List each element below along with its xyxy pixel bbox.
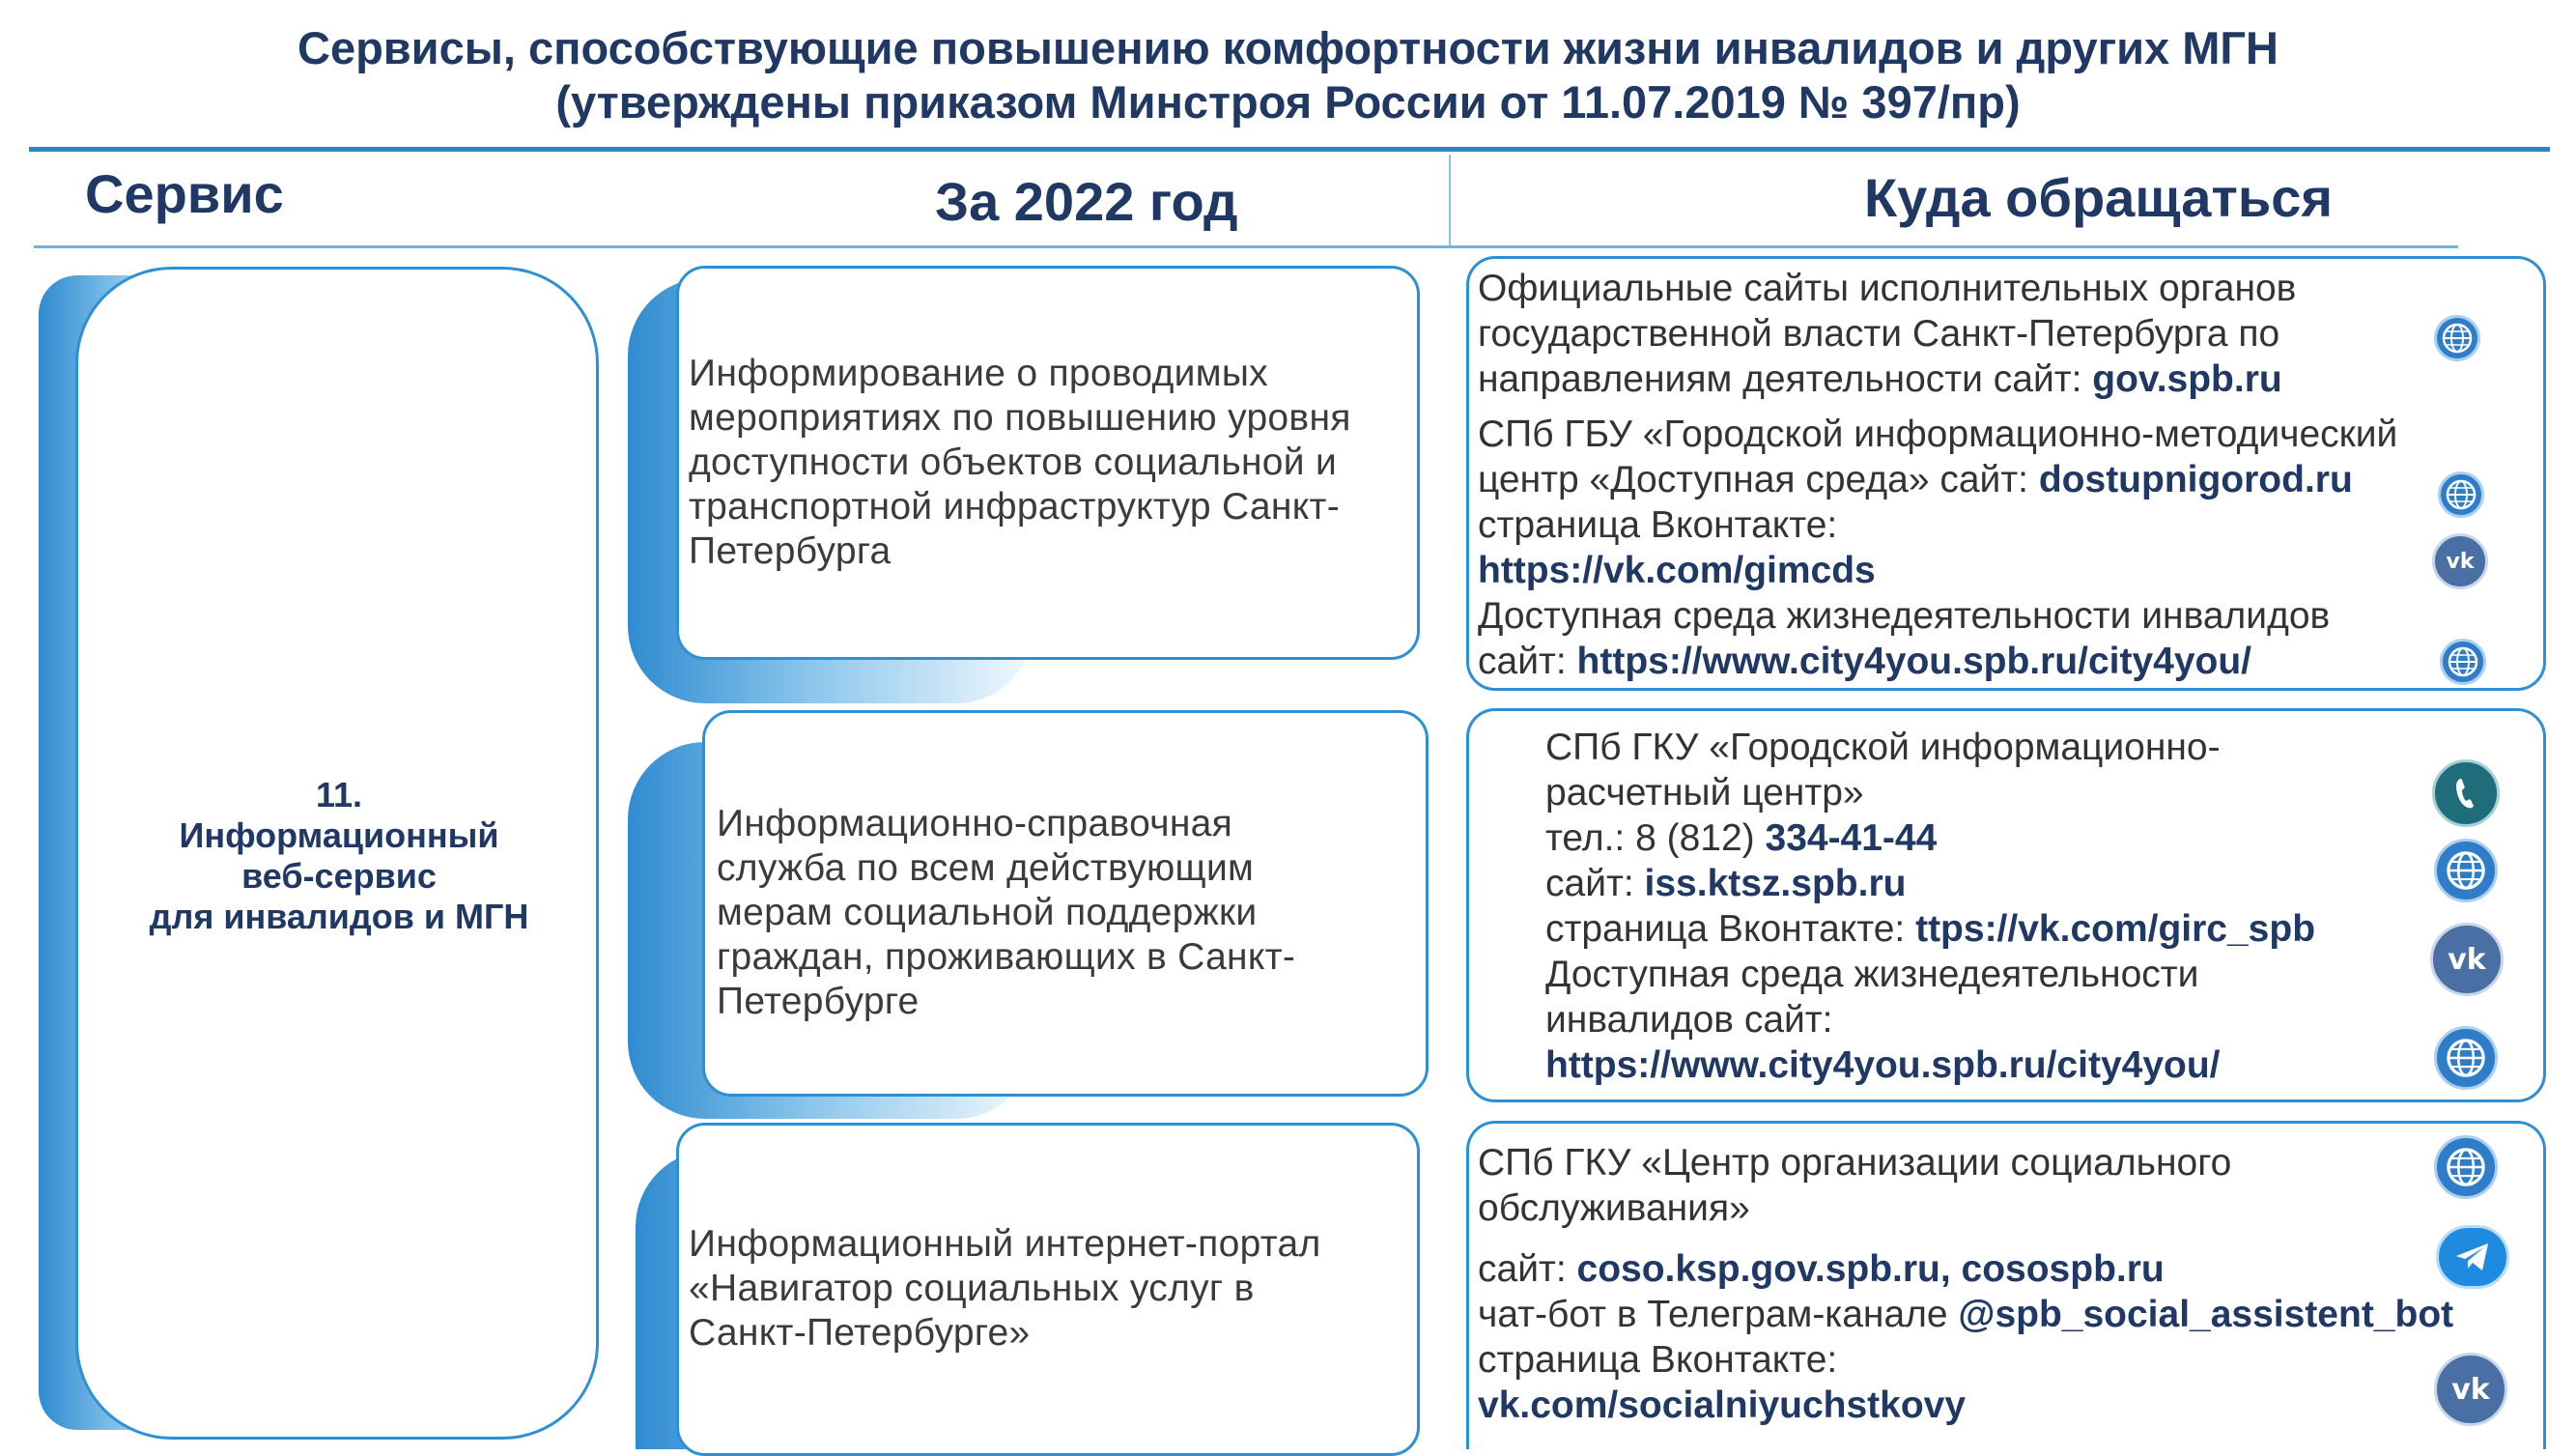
link-vk-gimcds[interactable]: https://vk.com/gimcds <box>1478 550 1876 591</box>
title-line-2: (утверждены приказом Минстроя России от 11.07.2019 № 397/пр) <box>555 76 2021 128</box>
column-header-year: За 2022 год <box>935 171 1238 232</box>
globe-icon[interactable] <box>2434 315 2480 361</box>
item-card-1 <box>676 266 1420 660</box>
contact-line: направлениям деятельности сайт: gov.spb.ru <box>1478 358 2282 400</box>
contact-line: сайт: https://www.city4you.spb.ru/city4you/ <box>1478 641 2252 682</box>
contact-line: инвалидов сайт: <box>1545 999 1833 1041</box>
globe-icon[interactable] <box>2440 639 2486 685</box>
telegram-icon[interactable] <box>2436 1225 2509 1289</box>
title-line-1: Сервисы, способствующие повышению комфортности жизни инвалидов и других МГН <box>297 22 2279 73</box>
item-text-line: транспортной инфраструктур Санкт- <box>689 486 1341 528</box>
service-name-line: веб-сервис <box>241 856 437 896</box>
title-divider <box>29 147 2550 152</box>
item-card-2 <box>702 710 1429 1097</box>
contact-line: государственной власти Санкт-Петербурга по <box>1478 313 2280 355</box>
contact-line: обслуживания» <box>1478 1187 1750 1229</box>
link-vk-girc[interactable]: ttps://vk.com/girc_spb <box>1915 908 2316 950</box>
item-text-line: мероприятиях по повышению уровня <box>689 397 1351 439</box>
contact-line: страница Вконтакте: <box>1478 1339 1838 1381</box>
item-text-line: «Навигатор социальных услуг в <box>689 1268 1255 1309</box>
contact-line: чат-бот в Телеграм-канале @spb_social_assistent_bot <box>1478 1294 2454 1335</box>
service-card <box>75 267 599 1440</box>
link-coso[interactable]: coso.ksp.gov.spb.ru, cosospb.ru <box>1576 1248 2165 1290</box>
contact-line: тел.: 8 (812) 334-41-44 <box>1545 817 1938 859</box>
service-title <box>146 775 532 937</box>
contact-line: страница Вконтакте: ttps://vk.com/girc_spb <box>1545 908 2316 950</box>
link-vk-social[interactable]: vk.com/socialniyuchstkovy <box>1478 1385 1967 1426</box>
item-text-3 <box>689 1222 1423 1356</box>
item-text-line: мерам социальной поддержки <box>717 892 1258 933</box>
contact-line <box>1545 1042 2315 1088</box>
vk-icon[interactable]: vk <box>2432 533 2488 589</box>
contact-line <box>1478 1383 2453 1428</box>
link-iss-ktsz[interactable]: iss.ktsz.spb.ru <box>1644 863 1907 904</box>
link-dostupnigorod[interactable]: dostupnigorod.ru <box>2038 459 2353 500</box>
globe-icon[interactable] <box>2434 1135 2498 1199</box>
contact-line: сайт: iss.ktsz.spb.ru <box>1545 863 1907 904</box>
column-header-service: Сервис <box>85 163 284 224</box>
contact-line: расчетный центр» <box>1545 772 1864 814</box>
contact-line: Доступная среда жизнедеятельности инвалидов <box>1478 595 2331 637</box>
contact-line <box>1478 548 2397 593</box>
vk-icon[interactable]: vk <box>2434 1353 2507 1426</box>
contact-line: Доступная среда жизнедеятельности <box>1545 954 2199 995</box>
header-divider <box>34 245 2458 248</box>
globe-icon[interactable] <box>2434 839 2498 902</box>
contact-line: СПб ГКУ «Центр организации социального <box>1478 1142 2232 1184</box>
item-text-2 <box>717 802 1427 1024</box>
item-text-line: Петербурге <box>717 981 920 1022</box>
contact-line: страница Вконтакте: <box>1478 504 1838 546</box>
phone-icon[interactable] <box>2432 759 2500 827</box>
vk-icon[interactable]: vk <box>2430 923 2504 996</box>
contact-text-3 <box>1478 1140 2453 1428</box>
item-text-1 <box>689 352 1423 574</box>
contact-text-1 <box>1478 266 2397 684</box>
column-header-contact: Куда обращаться <box>1864 167 2334 228</box>
contact-text-2 <box>1545 725 2315 1088</box>
contact-line: сайт: coso.ksp.gov.spb.ru, cosospb.ru <box>1478 1248 2165 1290</box>
contact-line: СПб ГКУ «Городской информационно- <box>1545 727 2221 768</box>
item-text-line: Информационно-справочная <box>717 803 1233 844</box>
item-text-line: доступности объектов социальной и <box>689 442 1338 483</box>
link-city4you[interactable]: https://www.city4you.spb.ru/city4you/ <box>1576 641 2252 682</box>
globe-icon[interactable] <box>2438 471 2484 518</box>
service-name-line: для инвалидов и МГН <box>149 897 529 936</box>
item-text-line: служба по всем действующим <box>717 847 1255 889</box>
service-name-line: Информационный <box>179 815 499 855</box>
link-gov-spb[interactable]: gov.spb.ru <box>2092 358 2282 400</box>
item-text-line: Информационный интернет-портал <box>689 1223 1321 1265</box>
link-telegram-bot[interactable]: @spb_social_assistent_bot <box>1958 1294 2454 1335</box>
item-card-3 <box>676 1123 1420 1456</box>
item-text-line: граждан, проживающих в Санкт- <box>717 936 1296 978</box>
service-number: 11. <box>315 775 363 814</box>
item-text-line: Петербурга <box>689 530 892 572</box>
link-city4you[interactable]: https://www.city4you.spb.ru/city4you/ <box>1545 1044 2221 1086</box>
item-text-line: Санкт-Петербурге» <box>689 1312 1031 1354</box>
contact-line: СПб ГБУ «Городской информационно-методический <box>1478 414 2398 455</box>
contact-line: центр «Доступная среда» сайт: dostupnigorod.ru <box>1478 459 2353 500</box>
page-title <box>0 21 2576 129</box>
item-text-line: Информирование о проводимых <box>689 353 1268 394</box>
contact-line: Официальные сайты исполнительных органов <box>1478 268 2297 309</box>
globe-icon[interactable] <box>2434 1026 2498 1090</box>
phone-number[interactable]: 334-41-44 <box>1765 817 1938 859</box>
header-separator <box>1449 155 1451 246</box>
